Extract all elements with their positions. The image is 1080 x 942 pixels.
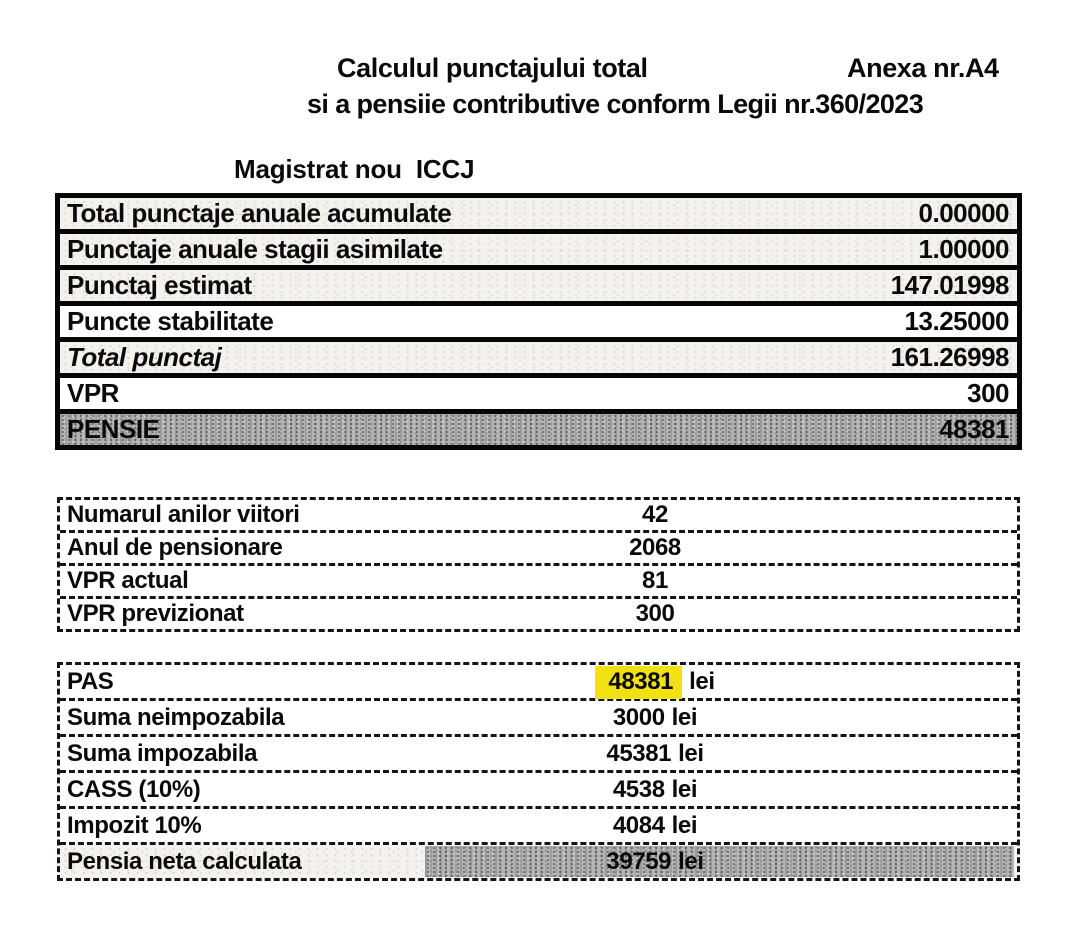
document-title-line2: si a pensiie contributive conform Legii nr.360/2023 [307, 89, 924, 119]
row-value: 81 [642, 567, 668, 594]
row-unit: lei [689, 667, 715, 695]
row-value: 161.26998 [890, 342, 1009, 372]
row-unit: lei [678, 739, 704, 767]
row-value: 2068 [629, 534, 681, 561]
table-row-pensia-neta [60, 845, 1017, 878]
row-label: Puncte stabilitate [67, 306, 274, 336]
table-punctaj [55, 193, 1022, 450]
row-label: Punctaj estimat [67, 270, 252, 300]
table-row-total-punctaj [60, 342, 1017, 378]
row-label: Total punctaj [67, 342, 222, 372]
row-label: VPR [67, 378, 119, 408]
table-row [60, 198, 1017, 234]
row-label: Total punctaje anuale acumulate [67, 198, 452, 228]
row-unit: lei [671, 703, 698, 731]
table-row [60, 270, 1017, 306]
row-value: 45381 lei [606, 739, 704, 767]
table-row [60, 378, 1017, 414]
row-value: 300 [635, 600, 675, 627]
row-value: 48381 [939, 414, 1009, 444]
row-value: 147.01998 [890, 270, 1009, 300]
row-label: PENSIE [67, 414, 160, 444]
section-heading: Magistrat nou ICCJ [234, 154, 475, 184]
row-value: 3000 lei [612, 703, 698, 731]
table-row-pensie [60, 414, 1017, 445]
row-label: Suma impozabila [67, 739, 258, 767]
row-unit: lei [678, 847, 704, 875]
row-value: 1.00000 [918, 234, 1009, 264]
table-row [60, 306, 1017, 342]
row-value: 42 [642, 501, 668, 528]
row-value: 300 [967, 378, 1009, 408]
table-row [60, 737, 1017, 773]
table-parametri [57, 497, 1020, 632]
annex-label: Anexa nr.A4 [847, 53, 999, 83]
row-label: CASS (10%) [67, 775, 201, 803]
row-value: 13.25000 [904, 306, 1009, 336]
row-label: Punctaje anuale stagii asimilate [67, 234, 443, 264]
row-label: Anul de pensionare [67, 534, 283, 561]
row-unit: lei [671, 775, 698, 803]
row-label: Pensia neta calculata [67, 847, 302, 875]
table-row [60, 234, 1017, 270]
table-row [60, 500, 1017, 533]
table-pensie [57, 662, 1020, 881]
row-unit: lei [671, 811, 698, 839]
row-value: 0.00000 [918, 198, 1009, 228]
row-label: Impozit 10% [67, 811, 202, 839]
table-row [60, 701, 1017, 737]
table-row [60, 566, 1017, 599]
table-row [60, 809, 1017, 845]
row-value [460, 668, 850, 696]
highlighted-value: 48381 [595, 666, 682, 699]
table-row [60, 533, 1017, 566]
row-label: PAS [67, 667, 114, 695]
row-label: VPR actual [67, 567, 189, 594]
row-label: Numarul anilor viitori [67, 501, 300, 528]
row-label: Suma neimpozabila [67, 703, 285, 731]
row-label: VPR previzionat [67, 600, 244, 627]
row-value: 39759 lei [606, 847, 704, 875]
document-title-line1: Calculul punctajului total [337, 53, 648, 83]
table-row-pas [60, 665, 1017, 701]
row-value: 4538 lei [612, 775, 698, 803]
table-row [60, 773, 1017, 809]
table-row [60, 599, 1017, 629]
row-value: 4084 lei [612, 811, 698, 839]
